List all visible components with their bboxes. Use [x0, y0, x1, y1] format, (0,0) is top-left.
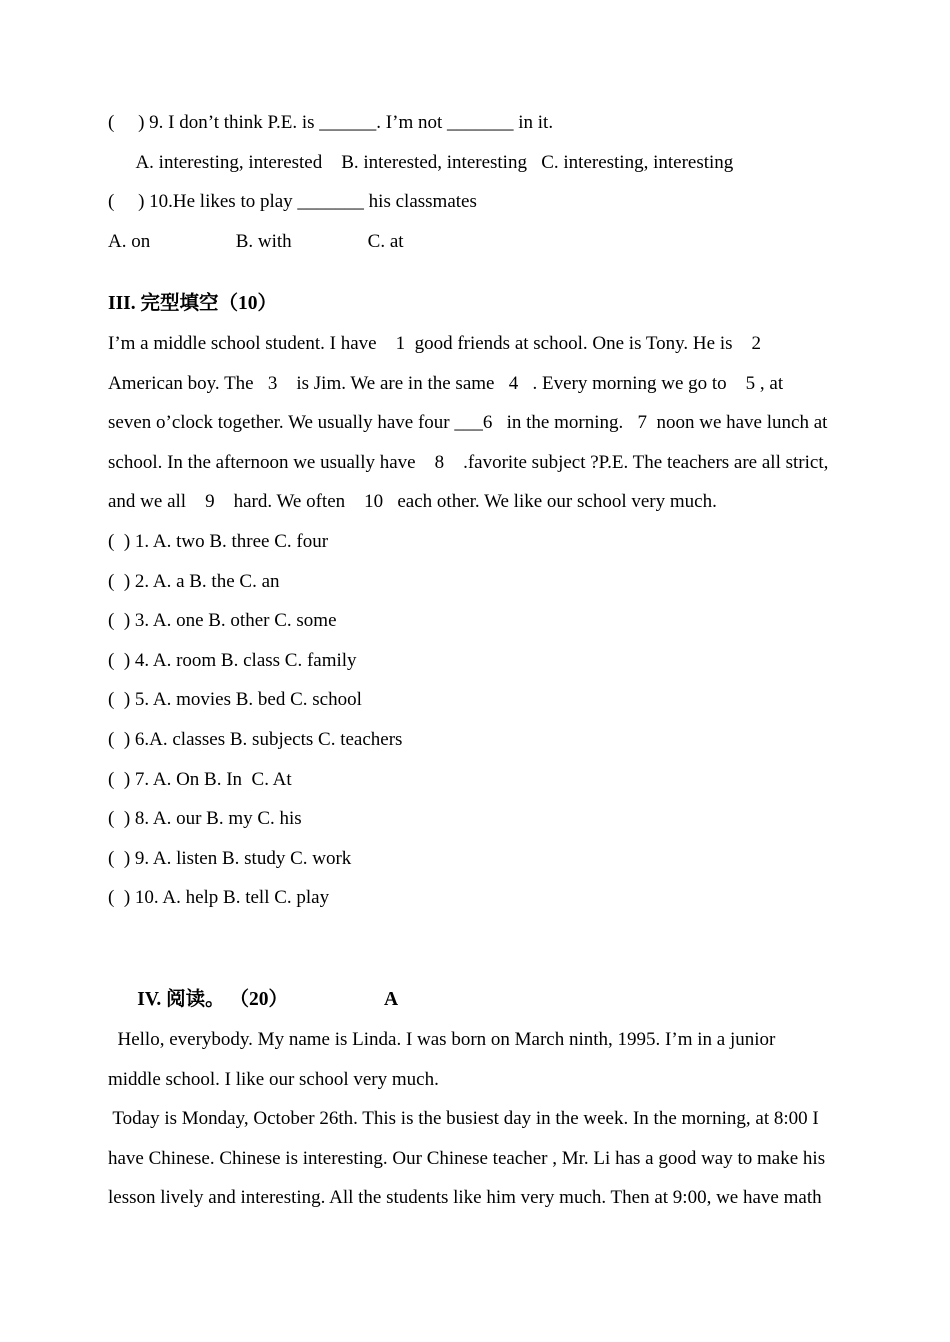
cloze-passage-line: I’m a middle school student. I have 1 good friends at school. One is Tony. He is 2 — [108, 332, 762, 354]
cloze-item-10: ( ) 10. A. help B. tell C. play — [108, 887, 330, 909]
cloze-item-4: ( ) 4. A. room B. class C. family — [108, 649, 357, 671]
cloze-item-9: ( ) 9. A. listen B. study C. work — [108, 847, 352, 869]
cloze-item-5: ( ) 5. A. movies B. bed C. school — [108, 689, 362, 711]
cloze-passage-line: American boy. The 3 is Jim. We are in the same 4 . Every morning we go to 5 , at — [108, 372, 784, 394]
reading-passage-line: middle school. I like our school very much. — [108, 1068, 439, 1090]
cloze-passage-line: and we all 9 hard. We often 10 each other. We like our school very much. — [108, 491, 717, 513]
cloze-passage-line: school. In the afternoon we usually have 8 .favorite subject ?P.E. The teachers are all strict, — [108, 451, 829, 473]
reading-part-a-label: A — [384, 989, 399, 1011]
question-10-line: ( ) 10.He likes to play _______ his classmates — [108, 191, 477, 213]
reading-passage-line: lesson lively and interesting. All the students like him very much. Then at 9:00, we have math — [108, 1187, 822, 1209]
reading-passage-line: Today is Monday, October 26th. This is the busiest day in the week. In the morning, at 8:00 I — [108, 1108, 819, 1130]
question-9-options: A. interesting, interested B. interested, interesting C. interesting, interesting — [108, 151, 734, 173]
reading-section-heading — [108, 941, 850, 1011]
cloze-item-3: ( ) 3. A. one B. other C. some — [108, 610, 337, 632]
cloze-item-8: ( ) 8. A. our B. my C. his — [108, 808, 302, 830]
cloze-item-6: ( ) 6.A. classes B. subjects C. teachers — [108, 728, 403, 750]
question-9-line: ( ) 9. I don’t think P.E. is ______. I’m not _______ in it. — [108, 112, 554, 133]
cloze-passage-line: seven o’clock together. We usually have four ___6 in the morning. 7 noon we have lunch at — [108, 412, 828, 434]
cloze-item-2: ( ) 2. A. a B. the C. an — [108, 570, 280, 592]
question-10-options: A. on B. with C. at — [108, 230, 404, 252]
reading-passage-line: have Chinese. Chinese is interesting. Our Chinese teacher , Mr. Li has a good way to make his — [108, 1147, 826, 1169]
cloze-section-heading: III. 完型填空（10） — [108, 293, 278, 315]
reading-passage-line: Hello, everybody. My name is Linda. I was born on March ninth, 1995. I’m in a junior — [108, 1029, 776, 1051]
cloze-item-7: ( ) 7. A. On B. In C. At — [108, 768, 292, 790]
cloze-item-1: ( ) 1. A. two B. three C. four — [108, 530, 329, 552]
reading-heading-text: IV. 阅读。 （20） — [137, 989, 289, 1011]
